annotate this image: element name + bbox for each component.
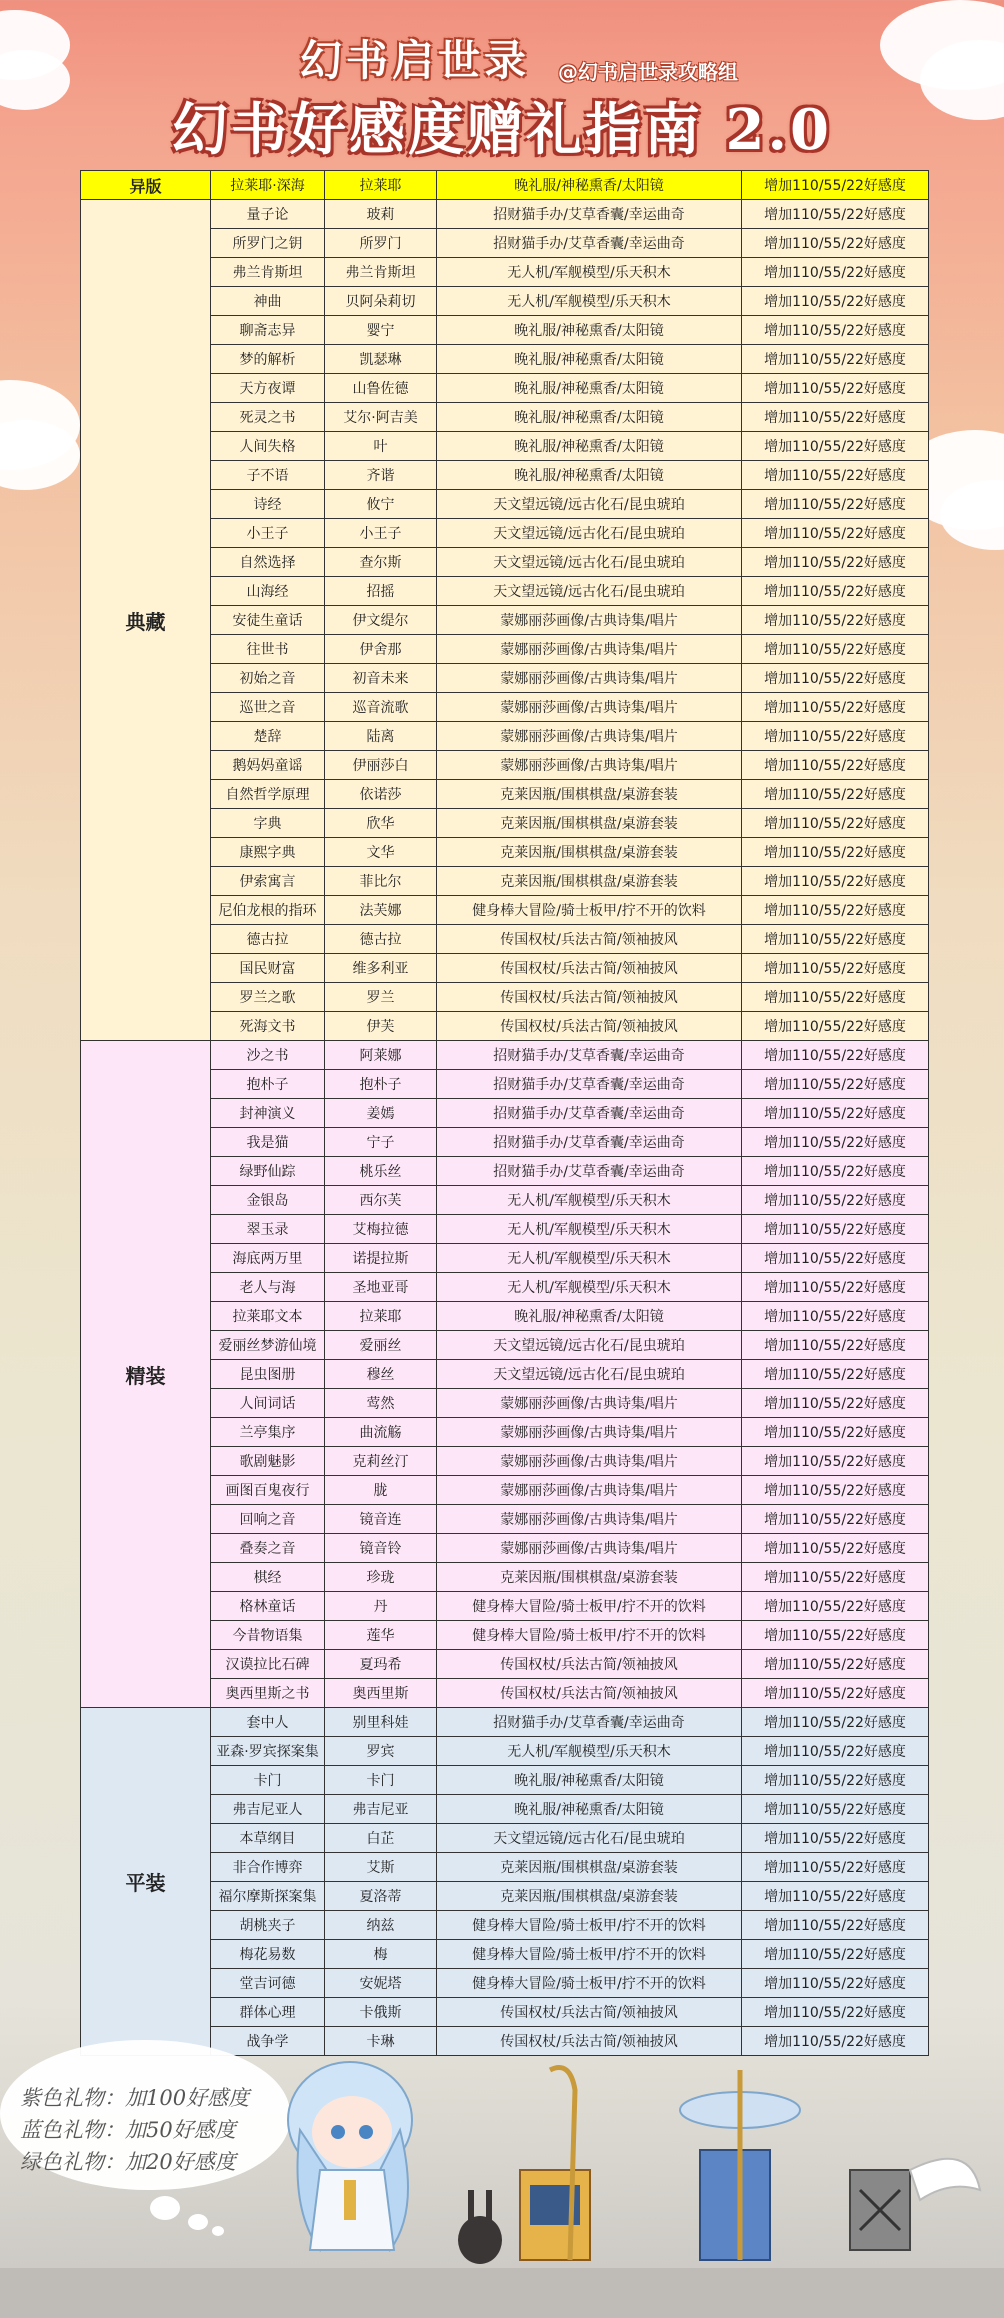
header-cell: 拉莱耶·深海 [211,171,325,200]
book-cell: 梅花易数 [211,1940,325,1969]
effect-cell: 增加110/55/22好感度 [742,374,929,403]
effect-cell: 增加110/55/22好感度 [742,432,929,461]
gift-cell: 克莱因瓶/围棋棋盘/桌游套装 [437,867,742,896]
book-cell: 往世书 [211,635,325,664]
effect-cell: 增加110/55/22好感度 [742,577,929,606]
book-cell: 爱丽丝梦游仙境 [211,1331,325,1360]
effect-cell: 增加110/55/22好感度 [742,1070,929,1099]
effect-cell: 增加110/55/22好感度 [742,1273,929,1302]
gift-cell: 蒙娜丽莎画像/古典诗集/唱片 [437,1389,742,1418]
effect-cell: 增加110/55/22好感度 [742,1679,929,1708]
effect-cell: 增加110/55/22好感度 [742,1795,929,1824]
character-cell: 别里科娃 [325,1708,437,1737]
book-cell: 回响之音 [211,1505,325,1534]
character-cell: 白芷 [325,1824,437,1853]
effect-cell: 增加110/55/22好感度 [742,403,929,432]
gift-table-container [80,170,928,2056]
note-line-green: 绿色礼物：加20好感度 [20,2150,236,2174]
header-cell: 晚礼服/神秘熏香/太阳镜 [437,171,742,200]
gift-cell: 晚礼服/神秘熏香/太阳镜 [437,403,742,432]
gift-cell: 晚礼服/神秘熏香/太阳镜 [437,1795,742,1824]
book-cell: 堂吉诃德 [211,1969,325,1998]
effect-cell: 增加110/55/22好感度 [742,1302,929,1331]
effect-cell: 增加110/55/22好感度 [742,1186,929,1215]
gift-cell: 传国权杖/兵法古简/领袖披风 [437,2027,742,2056]
gift-cell: 晚礼服/神秘熏香/太阳镜 [437,374,742,403]
character-cell: 婴宁 [325,316,437,345]
book-cell: 山海经 [211,577,325,606]
effect-cell: 增加110/55/22好感度 [742,722,929,751]
character-cell: 法芙娜 [325,896,437,925]
effect-cell: 增加110/55/22好感度 [742,1766,929,1795]
book-knight-figure [680,2070,800,2260]
character-cell: 山鲁佐德 [325,374,437,403]
effect-cell: 增加110/55/22好感度 [742,635,929,664]
category-cell: 精装 [81,1041,211,1708]
character-cell: 陆离 [325,722,437,751]
effect-cell: 增加110/55/22好感度 [742,954,929,983]
book-cell: 胡桃夹子 [211,1911,325,1940]
gift-cell: 晚礼服/神秘熏香/太阳镜 [437,461,742,490]
character-cell: 夏洛蒂 [325,1882,437,1911]
effect-cell: 增加110/55/22好感度 [742,1215,929,1244]
effect-cell: 增加110/55/22好感度 [742,1447,929,1476]
book-cell: 昆虫图册 [211,1360,325,1389]
gift-cell: 天文望远镜/远古化石/昆虫琥珀 [437,1824,742,1853]
table-header-row [81,171,929,200]
character-cell: 镜音连 [325,1505,437,1534]
effect-cell: 增加110/55/22好感度 [742,1940,929,1969]
gift-cell: 无人机/军舰模型/乐天积木 [437,1737,742,1766]
book-cell: 所罗门之钥 [211,229,325,258]
effect-cell: 增加110/55/22好感度 [742,838,929,867]
gift-cell: 蒙娜丽莎画像/古典诗集/唱片 [437,1476,742,1505]
effect-cell: 增加110/55/22好感度 [742,1969,929,1998]
character-cell: 夏玛希 [325,1650,437,1679]
gift-cell: 蒙娜丽莎画像/古典诗集/唱片 [437,1418,742,1447]
book-cell: 海底两万里 [211,1244,325,1273]
character-cell: 丹 [325,1592,437,1621]
character-illustration [270,2040,990,2280]
bubble-decoration [212,2226,224,2236]
character-cell: 纳兹 [325,1911,437,1940]
character-cell: 贝阿朵莉切 [325,287,437,316]
effect-cell: 增加110/55/22好感度 [742,1998,929,2027]
gift-cell: 健身棒大冒险/骑士板甲/拧不开的饮料 [437,1969,742,1998]
effect-cell: 增加110/55/22好感度 [742,490,929,519]
gift-cell: 传国权杖/兵法古简/领袖披风 [437,1679,742,1708]
character-cell: 艾斯 [325,1853,437,1882]
book-cell: 汉谟拉比石碑 [211,1650,325,1679]
book-cell: 封神演义 [211,1099,325,1128]
book-cell: 歌剧魅影 [211,1447,325,1476]
effect-cell: 增加110/55/22好感度 [742,1737,929,1766]
effect-cell: 增加110/55/22好感度 [742,1244,929,1273]
effect-cell: 增加110/55/22好感度 [742,519,929,548]
effect-cell: 增加110/55/22好感度 [742,1099,929,1128]
gift-cell: 招财猫手办/艾草香囊/幸运曲奇 [437,1041,742,1070]
book-cell: 格林童话 [211,1592,325,1621]
character-cell: 莲华 [325,1621,437,1650]
character-cell: 安妮塔 [325,1969,437,1998]
note-line-blue: 蓝色礼物：加50好感度 [20,2118,236,2142]
effect-cell: 增加110/55/22好感度 [742,1563,929,1592]
character-cell: 德古拉 [325,925,437,954]
effect-cell: 增加110/55/22好感度 [742,983,929,1012]
character-cell: 艾梅拉德 [325,1215,437,1244]
character-cell: 珍珑 [325,1563,437,1592]
gift-cell: 无人机/军舰模型/乐天积木 [437,1244,742,1273]
character-cell: 欣华 [325,809,437,838]
effect-cell: 增加110/55/22好感度 [742,1911,929,1940]
header-cell: 拉莱耶 [325,171,437,200]
character-cell: 诺提拉斯 [325,1244,437,1273]
character-cell: 文华 [325,838,437,867]
gift-cell: 晚礼服/神秘熏香/太阳镜 [437,345,742,374]
effect-cell: 增加110/55/22好感度 [742,1157,929,1186]
gift-cell: 健身棒大冒险/骑士板甲/拧不开的饮料 [437,1940,742,1969]
book-cell: 天方夜谭 [211,374,325,403]
character-cell: 艾尔·阿吉美 [325,403,437,432]
gift-cell: 传国权杖/兵法古简/领袖披风 [437,1012,742,1041]
gift-cell: 天文望远镜/远古化石/昆虫琥珀 [437,1360,742,1389]
character-cell: 穆丝 [325,1360,437,1389]
effect-cell: 增加110/55/22好感度 [742,258,929,287]
gift-cell: 蒙娜丽莎画像/古典诗集/唱片 [437,1505,742,1534]
effect-cell: 增加110/55/22好感度 [742,751,929,780]
character-cell: 姜嫣 [325,1099,437,1128]
page-title: 幻书好感度赠礼指南 2.0 [172,97,832,163]
gift-cell: 传国权杖/兵法古简/领袖披风 [437,954,742,983]
character-cell: 桃乐丝 [325,1157,437,1186]
gift-cell: 无人机/军舰模型/乐天积木 [437,1215,742,1244]
gift-cell: 克莱因瓶/围棋棋盘/桌游套装 [437,1853,742,1882]
gift-cell: 晚礼服/神秘熏香/太阳镜 [437,1302,742,1331]
book-cell: 卡门 [211,1766,325,1795]
effect-cell: 增加110/55/22好感度 [742,1505,929,1534]
book-cell: 兰亭集序 [211,1418,325,1447]
character-cell: 玻莉 [325,200,437,229]
table-row [81,200,929,229]
gift-cell: 克莱因瓶/围棋棋盘/桌游套装 [437,1882,742,1911]
book-cell: 德古拉 [211,925,325,954]
character-cell: 卡琳 [325,2027,437,2056]
gift-cell: 蒙娜丽莎画像/古典诗集/唱片 [437,751,742,780]
book-cell: 本草纲目 [211,1824,325,1853]
character-cell: 弗吉尼亚 [325,1795,437,1824]
effect-cell: 增加110/55/22好感度 [742,1012,929,1041]
book-cell: 字典 [211,809,325,838]
note-line-purple: 紫色礼物：加100好感度 [20,2086,250,2110]
book-cell: 小王子 [211,519,325,548]
book-cell: 弗兰肯斯坦 [211,258,325,287]
book-cell: 叠奏之音 [211,1534,325,1563]
book-cell: 套中人 [211,1708,325,1737]
character-cell: 梅 [325,1940,437,1969]
gift-cell: 天文望远镜/远古化石/昆虫琥珀 [437,519,742,548]
character-cell: 奥西里斯 [325,1679,437,1708]
character-cell: 叶 [325,432,437,461]
effect-cell: 增加110/55/22好感度 [742,1650,929,1679]
character-cell: 莺然 [325,1389,437,1418]
effect-cell: 增加110/55/22好感度 [742,2027,929,2056]
category-cell: 平装 [81,1708,211,2056]
gift-cell: 传国权杖/兵法古简/领袖披风 [437,925,742,954]
book-cell: 人间失格 [211,432,325,461]
book-cell: 量子论 [211,200,325,229]
effect-cell: 增加110/55/22好感度 [742,1824,929,1853]
effect-cell: 增加110/55/22好感度 [742,867,929,896]
character-cell: 依诺莎 [325,780,437,809]
gift-cell: 健身棒大冒险/骑士板甲/拧不开的饮料 [437,1911,742,1940]
effect-cell: 增加110/55/22好感度 [742,780,929,809]
book-cell: 战争学 [211,2027,325,2056]
book-cell: 诗经 [211,490,325,519]
gift-cell: 健身棒大冒险/骑士板甲/拧不开的饮料 [437,1592,742,1621]
gift-cell: 蒙娜丽莎画像/古典诗集/唱片 [437,693,742,722]
gift-table [80,170,929,2056]
header-category-cell: 异版 [81,171,211,200]
effect-cell: 增加110/55/22好感度 [742,606,929,635]
character-cell: 卡门 [325,1766,437,1795]
effect-cell: 增加110/55/22好感度 [742,1853,929,1882]
gift-cell: 无人机/军舰模型/乐天积木 [437,1273,742,1302]
effect-cell: 增加110/55/22好感度 [742,1128,929,1157]
gift-cell: 克莱因瓶/围棋棋盘/桌游套装 [437,838,742,867]
gift-cell: 克莱因瓶/围棋棋盘/桌游套装 [437,1563,742,1592]
effect-cell: 增加110/55/22好感度 [742,229,929,258]
book-cell: 楚辞 [211,722,325,751]
gift-rarity-note [20,2082,249,2178]
book-cell: 拉莱耶文本 [211,1302,325,1331]
book-cell: 非合作博弈 [211,1853,325,1882]
book-cell: 子不语 [211,461,325,490]
character-cell: 招摇 [325,577,437,606]
effect-cell: 增加110/55/22好感度 [742,1041,929,1070]
book-cell: 鹅妈妈童谣 [211,751,325,780]
book-cell: 弗吉尼亚人 [211,1795,325,1824]
character-cell: 镜音铃 [325,1534,437,1563]
book-cell: 我是猫 [211,1128,325,1157]
gift-cell: 招财猫手办/艾草香囊/幸运曲奇 [437,200,742,229]
credit-text: @幻书启世录攻略组 [558,60,738,84]
effect-cell: 增加110/55/22好感度 [742,1476,929,1505]
book-cell: 死灵之书 [211,403,325,432]
character-cell: 维多利亚 [325,954,437,983]
gift-cell: 晚礼服/神秘熏香/太阳镜 [437,432,742,461]
book-cell: 老人与海 [211,1273,325,1302]
character-cell: 罗兰 [325,983,437,1012]
gift-cell: 招财猫手办/艾草香囊/幸运曲奇 [437,1708,742,1737]
effect-cell: 增加110/55/22好感度 [742,461,929,490]
book-cell: 画图百鬼夜行 [211,1476,325,1505]
book-cell: 人间词话 [211,1389,325,1418]
effect-cell: 增加110/55/22好感度 [742,548,929,577]
character-cell: 攸宁 [325,490,437,519]
book-cell: 翠玉录 [211,1215,325,1244]
book-cell: 罗兰之歌 [211,983,325,1012]
character-cell: 初音未来 [325,664,437,693]
effect-cell: 增加110/55/22好感度 [742,1389,929,1418]
gift-cell: 无人机/军舰模型/乐天积木 [437,287,742,316]
book-cell: 自然选择 [211,548,325,577]
book-cell: 棋经 [211,1563,325,1592]
character-cell: 伊芙 [325,1012,437,1041]
gift-cell: 蒙娜丽莎画像/古典诗集/唱片 [437,664,742,693]
book-staff-figure [520,2068,590,2261]
book-cell: 沙之书 [211,1041,325,1070]
character-cell: 菲比尔 [325,867,437,896]
effect-cell: 增加110/55/22好感度 [742,1331,929,1360]
book-cell: 神曲 [211,287,325,316]
effect-cell: 增加110/55/22好感度 [742,1360,929,1389]
gift-cell: 招财猫手办/艾草香囊/幸运曲奇 [437,1157,742,1186]
character-cell: 伊文缇尔 [325,606,437,635]
gift-cell: 蒙娜丽莎画像/古典诗集/唱片 [437,635,742,664]
effect-cell: 增加110/55/22好感度 [742,1534,929,1563]
character-cell: 弗兰肯斯坦 [325,258,437,287]
book-cell: 安徒生童话 [211,606,325,635]
effect-cell: 增加110/55/22好感度 [742,1882,929,1911]
gift-cell: 健身棒大冒险/骑士板甲/拧不开的饮料 [437,896,742,925]
gift-cell: 招财猫手办/艾草香囊/幸运曲奇 [437,1070,742,1099]
effect-cell: 增加110/55/22好感度 [742,316,929,345]
small-rabbit-figure [458,2190,502,2264]
effect-cell: 增加110/55/22好感度 [742,1418,929,1447]
gift-cell: 蒙娜丽莎画像/古典诗集/唱片 [437,1534,742,1563]
gift-cell: 克莱因瓶/围棋棋盘/桌游套装 [437,809,742,838]
character-cell: 克莉丝汀 [325,1447,437,1476]
gift-cell: 无人机/军舰模型/乐天积木 [437,1186,742,1215]
character-cell: 拉莱耶 [325,1302,437,1331]
title-top: 幻书启世录 [300,36,531,85]
gift-cell: 健身棒大冒险/骑士板甲/拧不开的饮料 [437,1621,742,1650]
book-cell: 绿野仙踪 [211,1157,325,1186]
header [0,0,1004,170]
character-cell: 伊舍那 [325,635,437,664]
gift-cell: 无人机/军舰模型/乐天积木 [437,258,742,287]
book-cell: 康熙字典 [211,838,325,867]
table-row [81,1708,929,1737]
effect-cell: 增加110/55/22好感度 [742,1708,929,1737]
gift-cell: 传国权杖/兵法古简/领袖披风 [437,1998,742,2027]
effect-cell: 增加110/55/22好感度 [742,287,929,316]
effect-cell: 增加110/55/22好感度 [742,809,929,838]
gift-cell: 晚礼服/神秘熏香/太阳镜 [437,1766,742,1795]
gift-cell: 传国权杖/兵法古简/领袖披风 [437,983,742,1012]
book-cell: 亚森·罗宾探案集 [211,1737,325,1766]
book-cell: 国民财富 [211,954,325,983]
gift-cell: 招财猫手办/艾草香囊/幸运曲奇 [437,1128,742,1157]
book-cell: 尼伯龙根的指环 [211,896,325,925]
effect-cell: 增加110/55/22好感度 [742,896,929,925]
book-cell: 今昔物语集 [211,1621,325,1650]
character-cell: 卡俄斯 [325,1998,437,2027]
ground-strip [0,2268,1004,2318]
effect-cell: 增加110/55/22好感度 [742,925,929,954]
book-cell: 死海文书 [211,1012,325,1041]
gift-cell: 天文望远镜/远古化石/昆虫琥珀 [437,577,742,606]
gift-cell: 招财猫手办/艾草香囊/幸运曲奇 [437,1099,742,1128]
gift-cell: 天文望远镜/远古化石/昆虫琥珀 [437,548,742,577]
character-cell: 曲流觞 [325,1418,437,1447]
book-cell: 抱朴子 [211,1070,325,1099]
chibi-girl-figure [288,2062,412,2250]
character-cell: 齐谐 [325,461,437,490]
book-cell: 金银岛 [211,1186,325,1215]
effect-cell: 增加110/55/22好感度 [742,1592,929,1621]
table-row [81,1041,929,1070]
character-cell: 西尔芙 [325,1186,437,1215]
character-cell: 所罗门 [325,229,437,258]
effect-cell: 增加110/55/22好感度 [742,200,929,229]
effect-cell: 增加110/55/22好感度 [742,345,929,374]
gift-cell: 天文望远镜/远古化石/昆虫琥珀 [437,490,742,519]
book-cell: 初始之音 [211,664,325,693]
header-cell: 增加110/55/22好感度 [742,171,929,200]
book-cell: 自然哲学原理 [211,780,325,809]
character-cell: 宁子 [325,1128,437,1157]
character-cell: 阿莱娜 [325,1041,437,1070]
character-cell: 爱丽丝 [325,1331,437,1360]
character-cell: 罗宾 [325,1737,437,1766]
book-cell: 巡世之音 [211,693,325,722]
character-cell: 查尔斯 [325,548,437,577]
book-cell: 梦的解析 [211,345,325,374]
character-cell: 伊丽莎白 [325,751,437,780]
book-cell: 聊斋志异 [211,316,325,345]
gift-cell: 蒙娜丽莎画像/古典诗集/唱片 [437,606,742,635]
effect-cell: 增加110/55/22好感度 [742,693,929,722]
gift-cell: 招财猫手办/艾草香囊/幸运曲奇 [437,229,742,258]
gift-cell: 传国权杖/兵法古简/领袖披风 [437,1650,742,1679]
character-cell: 巡音流歌 [325,693,437,722]
gift-cell: 蒙娜丽莎画像/古典诗集/唱片 [437,1447,742,1476]
character-cell: 小王子 [325,519,437,548]
effect-cell: 增加110/55/22好感度 [742,664,929,693]
bubble-decoration [188,2214,208,2230]
character-cell: 胧 [325,1476,437,1505]
book-cell: 福尔摩斯探案集 [211,1882,325,1911]
book-cell: 伊索寓言 [211,867,325,896]
character-cell: 凯瑟琳 [325,345,437,374]
effect-cell: 增加110/55/22好感度 [742,1621,929,1650]
book-cell: 群体心理 [211,1998,325,2027]
bubble-decoration [150,2196,180,2220]
character-cell: 圣地亚哥 [325,1273,437,1302]
category-cell: 典藏 [81,200,211,1041]
book-cell: 奥西里斯之书 [211,1679,325,1708]
gift-cell: 天文望远镜/远古化石/昆虫琥珀 [437,1331,742,1360]
character-cell: 抱朴子 [325,1070,437,1099]
gift-cell: 克莱因瓶/围棋棋盘/桌游套装 [437,780,742,809]
gift-cell: 蒙娜丽莎画像/古典诗集/唱片 [437,722,742,751]
gift-cell: 晚礼服/神秘熏香/太阳镜 [437,316,742,345]
dark-book-figure [850,2159,980,2250]
